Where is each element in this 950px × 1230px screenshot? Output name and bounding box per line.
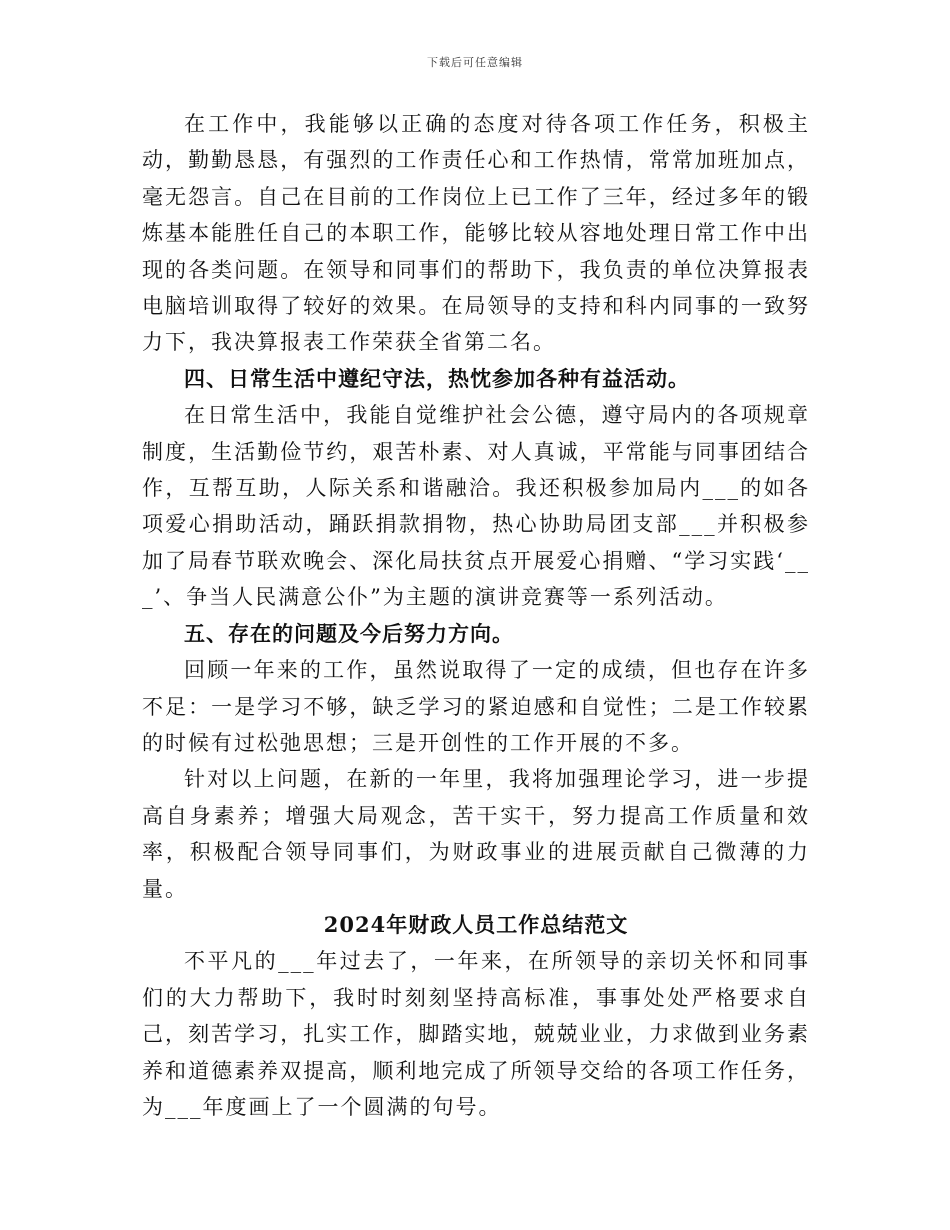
paragraph-daily-life: 在日常生活中，我能自觉维护社会公德，遵守局内的各项规章制度，生活勤俭节约，艰苦朴素、对人真诚，平常能与同事团结合作，互帮互助，人际关系和谐融洽。我还积极参加局内___的如各项爱心捐助活动，踊跃捐款捐物，热心协助局团支部___并积极参加了局春节联欢晚会、深化局扶贫点开展爱心捐赠、“学习实践‘___’、争当人民满意公仆”为主题的演讲竞赛等一系列活动。: [142, 403, 810, 610]
paragraph-work-attitude: 在工作中，我能够以正确的态度对待各项工作任务，积极主动，勤勤恳恳，有强烈的工作责任心和工作热情，常常加班加点，毫无怨言。自己在目前的工作岗位上已工作了三年，经过多年的锻炼基本能胜任自己的本职工作，能够比较从容地处理日常工作中出现的各类问题。在领导和同事们的帮助下，我负责的单位决算报表电脑培训取得了较好的效果。在局领导的支持和科内同事的一致努力下，我决算报表工作荣获全省第二名。: [142, 112, 810, 355]
section-heading-5: 五、存在的问题及今后努力方向。: [184, 620, 514, 646]
section-heading-4: 四、日常生活中遵纪守法，热忱参加各种有益活动。: [184, 365, 690, 391]
document-body: [142, 106, 810, 1125]
document-title: 2024年财政人员工作总结范文: [323, 911, 629, 937]
paragraph-problems: 回顾一年来的工作，虽然说取得了一定的成绩，但也存在许多不足：一是学习不够，缺乏学习的紧迫感和自觉性；二是工作较累的时候有过松弛思想；三是开创性的工作开展的不多。: [142, 658, 810, 755]
page-header-note: 下载后可任意编辑: [427, 56, 523, 69]
paragraph-year-review: 不平凡的___年过去了，一年来，在所领导的亲切关怀和同事们的大力帮助下，我时时刻刻坚持高标准，事事处处严格要求自己，刻苦学习，扎实工作，脚踏实地，兢兢业业，力求做到业务素养和道德素养双提高，顺利地完成了所领导交给的各项工作任务，为___年度画上了一个圆满的句号。: [142, 949, 810, 1119]
paragraph-improvement: 针对以上问题，在新的一年里，我将加强理论学习，进一步提高自身素养；增强大局观念，苦干实干，努力提高工作质量和效率，积极配合领导同事们，为财政事业的进展贡献自己微薄的力量。: [142, 767, 810, 901]
